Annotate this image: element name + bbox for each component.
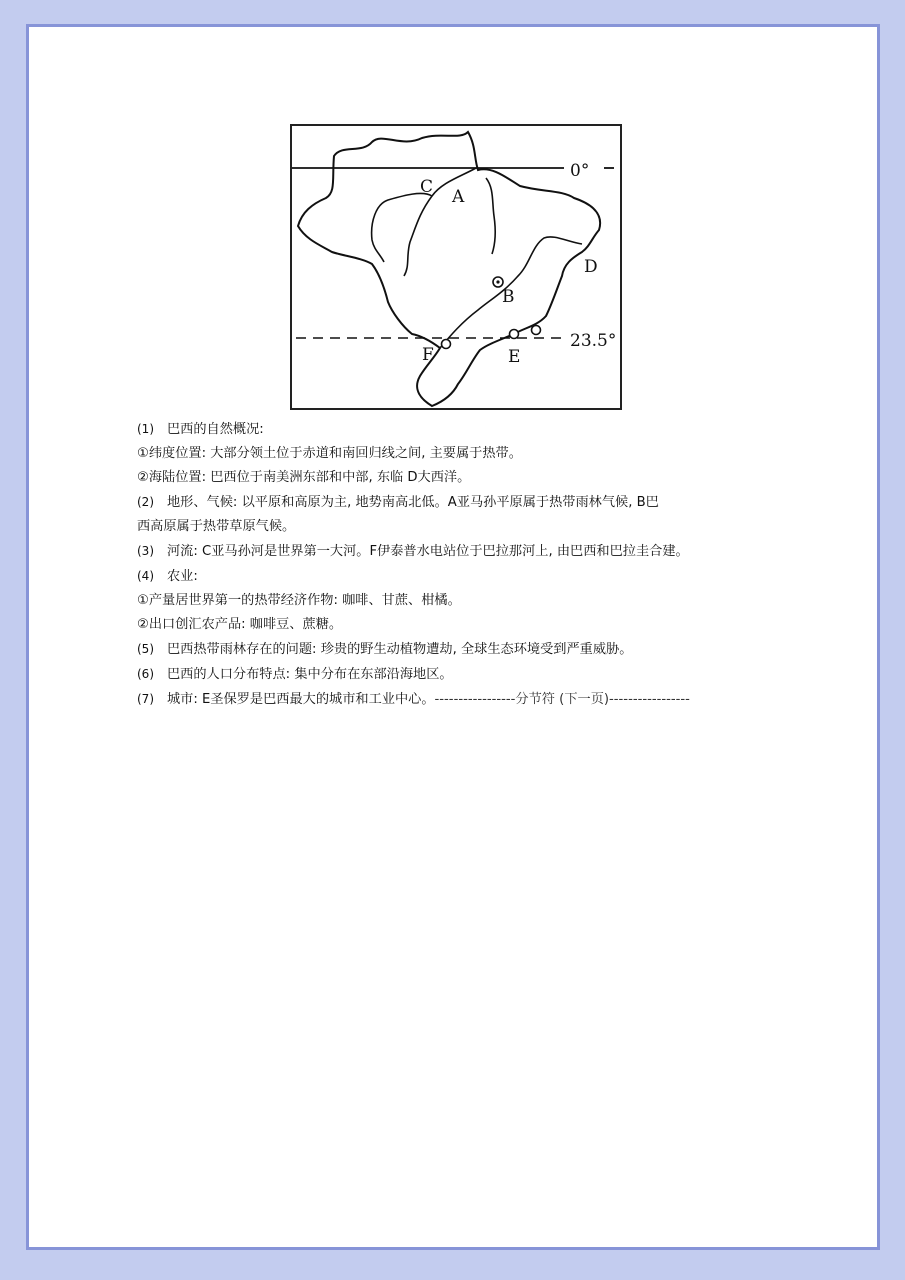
label-f: F (422, 345, 434, 365)
note-line (137, 515, 817, 539)
note-line (137, 564, 817, 589)
note-number: (2) (137, 495, 154, 509)
section-break: -----------------分节符 (下一页)----------------- (434, 692, 690, 707)
note-number: (3) (137, 544, 154, 558)
note-text: ①产量居世界第一的热带经济作物: 咖啡、甘蔗、柑橘。 (137, 593, 461, 608)
note-line (137, 490, 817, 515)
note-text: ②出口创汇农产品: 咖啡豆、蔗糖。 (137, 617, 343, 632)
brazil-outline (298, 132, 600, 406)
note-line (137, 417, 817, 442)
brazil-map (290, 124, 622, 410)
note-number: (7) (137, 692, 154, 706)
note-text: 城市: E圣保罗是巴西最大的城市和工业中心。 (167, 692, 435, 707)
note-line (137, 539, 817, 564)
note-text: 地形、气候: 以平原和高原为主, 地势南高北低。A亚马孙平原属于热带雨林气候, B巴 (167, 495, 659, 510)
brasilia-marker-dot (496, 280, 499, 283)
label-tropic: 23.5° (570, 331, 617, 351)
note-number: (4) (137, 569, 154, 583)
label-d: D (584, 257, 598, 277)
note-number: (6) (137, 667, 154, 681)
label-a: A (452, 187, 465, 207)
note-text: 农业: (167, 569, 198, 584)
rio-marker (532, 326, 541, 335)
notes-text (137, 417, 817, 712)
east-river (486, 178, 495, 254)
label-b: B (502, 287, 515, 307)
note-text: 巴西热带雨林存在的问题: 珍贵的野生动植物遭劫, 全球生态环境受到严重威胁。 (167, 642, 633, 657)
note-line (137, 442, 817, 466)
note-text: ②海陆位置: 巴西位于南美洲东部和中部, 东临 D大西洋。 (137, 470, 471, 485)
note-text: 巴西的自然概况: (167, 422, 264, 437)
note-line (137, 613, 817, 637)
note-line (137, 589, 817, 613)
note-line (137, 466, 817, 490)
note-text: 河流: C亚马孙河是世界第一大河。F伊泰普水电站位于巴拉那河上, 由巴西和巴拉圭合建。 (167, 544, 689, 559)
sao-paulo-marker (510, 330, 519, 339)
itaipu-marker (442, 340, 451, 349)
amazon-tributary (372, 193, 432, 262)
note-line (137, 687, 817, 712)
note-text: 巴西的人口分布特点: 集中分布在东部沿海地区。 (167, 667, 453, 682)
label-e: E (508, 347, 521, 367)
note-text: 西高原属于热带草原气候。 (137, 519, 296, 534)
document-page (26, 24, 880, 1250)
label-equator: 0° (570, 161, 590, 181)
brazil-map-drawing (292, 126, 620, 408)
amazon-river (404, 168, 476, 276)
note-text: ①纬度位置: 大部分领土位于赤道和南回归线之间, 主要属于热带。 (137, 446, 522, 461)
note-number: (1) (137, 422, 154, 436)
note-number: (5) (137, 642, 154, 656)
note-line (137, 637, 817, 662)
note-line (137, 662, 817, 687)
label-c: C (420, 177, 434, 197)
